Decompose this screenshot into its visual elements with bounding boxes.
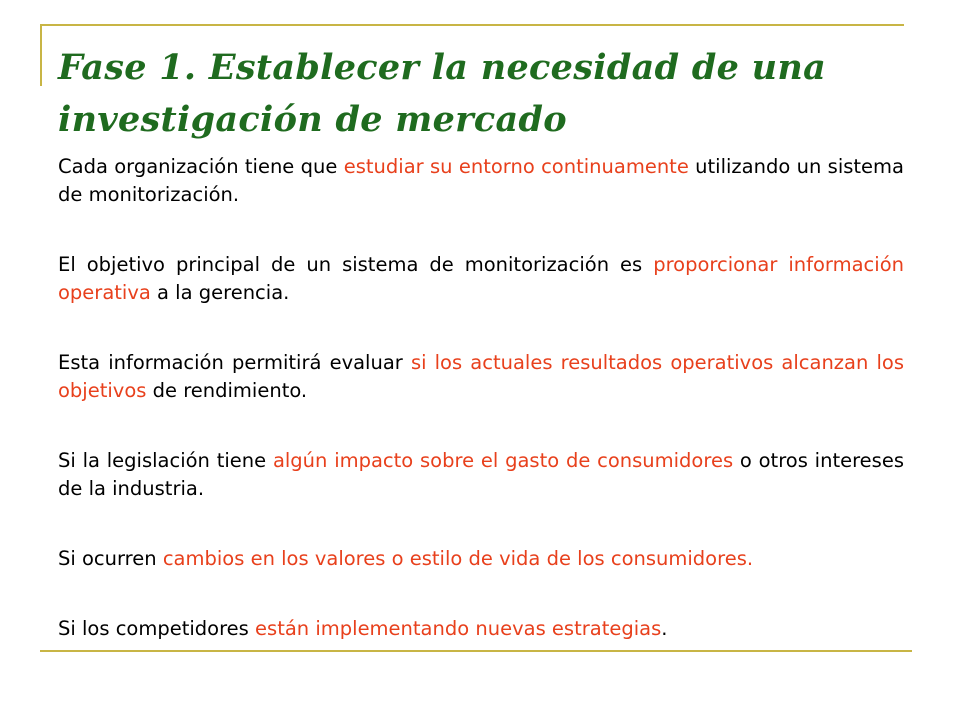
- paragraph-5: [58, 545, 904, 573]
- paragraph-2: [58, 251, 904, 307]
- paragraph-5-highlight: cambios en los valores o estilo de vida de los consumidores.: [162, 547, 754, 570]
- paragraph-1-text: Cada organización tiene que: [58, 155, 344, 178]
- slide-body: [58, 153, 904, 643]
- paragraph-3-highlight: si los actuales resultados operativos alcanzan los objetivos: [58, 351, 904, 402]
- bottom-divider: [40, 650, 912, 652]
- paragraph-1-text-end: utilizando un sistema de monitorización.: [58, 155, 904, 206]
- paragraph-5-text: Si ocurren: [58, 547, 163, 570]
- paragraph-2-text: El objetivo principal de un sistema de monitorización es: [58, 253, 654, 276]
- paragraph-2-highlight: proporcionar información operativa: [58, 253, 904, 304]
- paragraph-1-highlight: estudiar su entorno continuamente: [343, 155, 689, 178]
- paragraph-2-text-end: a la gerencia.: [150, 281, 290, 304]
- top-divider: [40, 24, 904, 26]
- paragraph-3-text-end: de rendimiento.: [146, 379, 308, 402]
- paragraph-4-text-end: o otros intereses de la industria.: [58, 449, 904, 500]
- paragraph-1: [58, 153, 904, 209]
- paragraph-4: [58, 447, 904, 503]
- paragraph-6-text: Si los competidores: [58, 617, 256, 640]
- left-divider: [40, 24, 42, 86]
- paragraph-3-text: Esta información permitirá evaluar: [58, 351, 411, 374]
- paragraph-6-text-end: .: [661, 617, 668, 640]
- slide-title: Fase 1. Establecer la necesidad de una investigación de mercado: [58, 47, 827, 140]
- paragraph-6-highlight: están implementando nuevas estrategias: [255, 617, 662, 640]
- paragraph-4-text: Si la legislación tiene: [58, 449, 273, 472]
- paragraph-6: [58, 615, 904, 643]
- paragraph-4-highlight: algún impacto sobre el gasto de consumidores: [272, 449, 734, 472]
- paragraph-3: [58, 349, 904, 405]
